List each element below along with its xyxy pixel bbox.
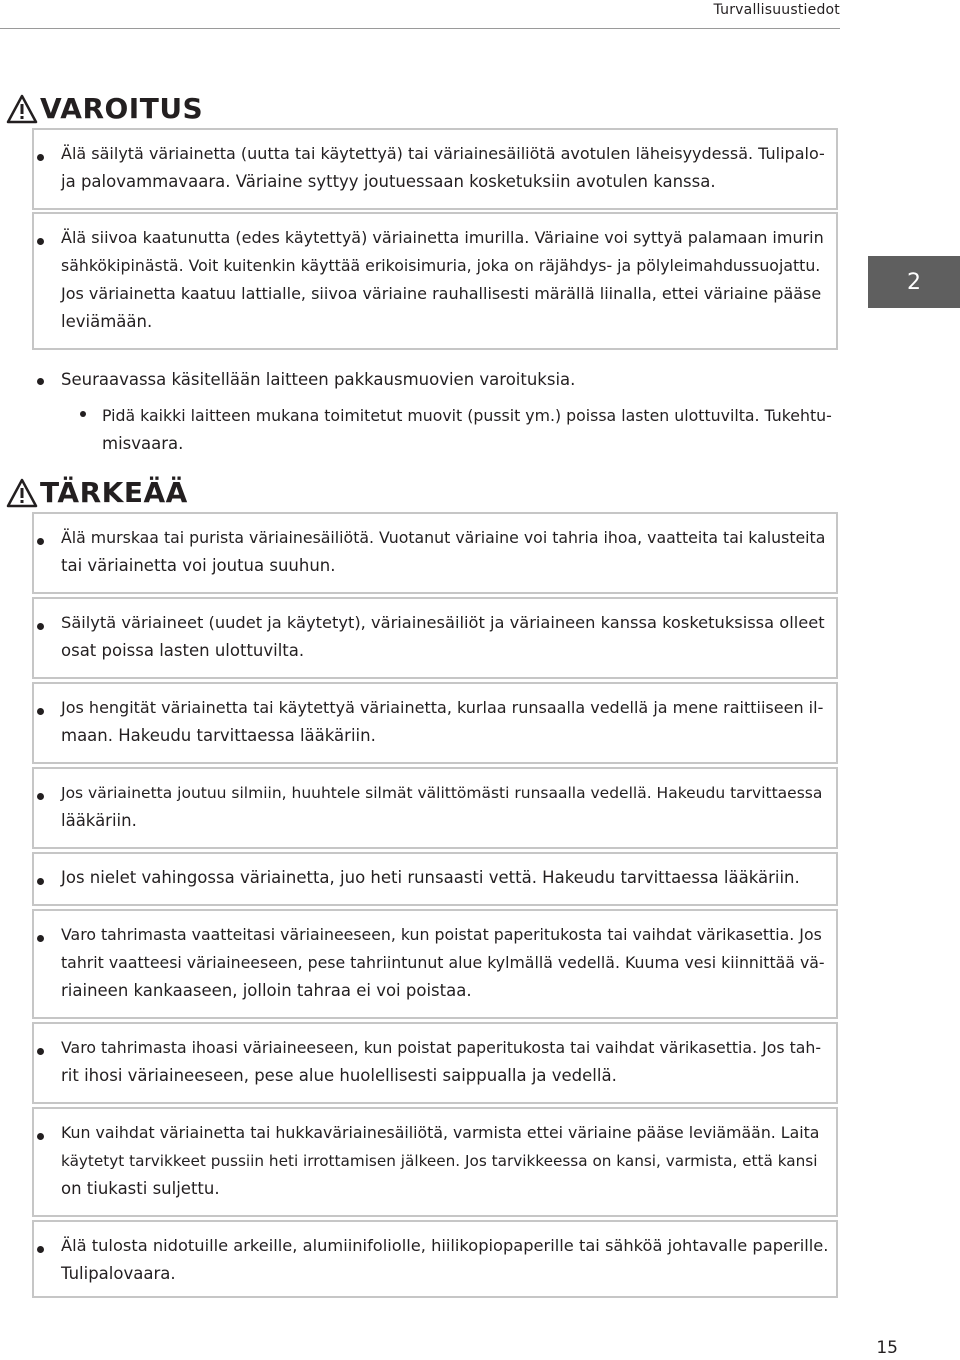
important-box — [32, 852, 838, 906]
bullet — [37, 1246, 44, 1253]
important-box — [32, 1107, 838, 1217]
important-box — [32, 512, 838, 594]
important-box — [32, 682, 838, 764]
important-item-2-line-1: Säilytä väriaineet (uudet ja käytetyt), väriainesäiliöt ja väriaineen kanssa kosketuksissa olleet — [61, 613, 825, 632]
important-item-8-line-3: on tiukasti suljettu. — [61, 1179, 220, 1198]
bullet — [37, 538, 44, 545]
important-item-9-line-1: Älä tulosta nidotuille arkeille, alumiinifoliolle, hiilikopiopaperille tai sähköä johtavalle paperille. — [61, 1236, 829, 1255]
important-item-1-line-2: tai väriainetta voi joutua suuhun. — [61, 556, 336, 575]
important-box — [32, 1022, 838, 1104]
bullet — [37, 708, 44, 715]
bullet — [37, 935, 44, 942]
warning-heading-text: VAROITUS — [40, 92, 204, 125]
important-box — [32, 1220, 838, 1298]
page-header-title: Turvallisuustiedot — [713, 2, 840, 18]
page-number: 15 — [876, 1338, 898, 1358]
important-item-4-line-2: lääkäriin. — [61, 811, 137, 830]
important-item-2-line-2: osat poissa lasten ulottuvilta. — [61, 641, 305, 660]
important-item-8-line-1: Kun vaihdat väriainetta tai hukkaväriainesäiliötä, varmista ettei väriaine pääse leviämään. Laita — [61, 1123, 820, 1142]
intro-sub-item-line-2: misvaara. — [102, 434, 184, 453]
important-heading-text: TÄRKEÄÄ — [40, 476, 188, 509]
warning-box — [32, 212, 838, 350]
important-item-7-line-1: Varo tahrimasta ihoasi väriaineeseen, kun poistat paperitukosta tai vaihdat värikasettia. Jos tah- — [61, 1038, 822, 1057]
important-item-3-line-1: Jos hengität väriainetta tai käytettyä väriainetta, kurlaa runsaalla vedellä ja mene raittiiseen il- — [61, 698, 824, 717]
warning-item-2-line-4: leviämään. — [61, 312, 153, 331]
sub-bullet — [80, 411, 86, 417]
intro-text: Seuraavassa käsitellään laitteen pakkausmuovien varoituksia. — [61, 370, 576, 389]
warning-triangle-icon — [6, 478, 38, 508]
chapter-tab: 2 — [868, 256, 960, 308]
warning-heading — [6, 92, 203, 125]
important-box — [32, 597, 838, 679]
important-item-3-line-2: maan. Hakeudu tarvittaessa lääkäriin. — [61, 726, 376, 745]
warning-item-2-line-2: sähkökipinästä. Voit kuitenkin käyttää erikoisimuria, joka on räjähdys- ja pölyleimahdussuojattu. — [61, 256, 821, 275]
important-heading — [6, 476, 188, 509]
warning-box — [32, 128, 838, 210]
warning-item-1-line-1: Älä säilytä väriainetta (uutta tai käytettyä) tai väriainesäiliötä avotulen läheisyydessä. Tulipalo- — [61, 144, 825, 163]
bullet — [37, 238, 44, 245]
important-item-5-line-1: Jos nielet vahingossa väriainetta, juo heti runsaasti vettä. Hakeudu tarvittaessa lääkäriin. — [61, 868, 800, 887]
warning-triangle-icon — [6, 94, 38, 124]
important-item-9-line-2: Tulipalovaara. — [61, 1264, 176, 1283]
important-item-6-line-3: riaineen kankaaseen, jolloin tahraa ei voi poistaa. — [61, 981, 472, 1000]
bullet — [37, 1048, 44, 1055]
important-item-1-line-1: Älä murskaa tai purista väriainesäiliötä. Vuotanut väriaine voi tahria ihoa, vaatteita tai kalusteita — [61, 528, 826, 547]
intro-sub-item-line-1: Pidä kaikki laitteen mukana toimitetut muovit (pussit ym.) poissa lasten ulottuvilta. Tukehtu- — [102, 406, 832, 425]
important-item-4-line-1: Jos väriainetta joutuu silmiin, huuhtele silmät välittömästi runsaalla vedellä. Hakeudu tarvittaessa — [61, 784, 823, 802]
bullet — [37, 793, 44, 800]
bullet — [37, 1133, 44, 1140]
warning-item-2-line-1: Älä siivoa kaatunutta (edes käytettyä) väriainetta imurilla. Väriaine voi syttyä palamaan imurin — [61, 228, 824, 247]
important-item-8-line-2: käytetyt tarvikkeet pussiin heti irrottamisen jälkeen. Jos tarvikkeessa on kansi, varmista, että kansi — [61, 1152, 818, 1170]
important-item-6-line-1: Varo tahrimasta vaatteitasi väriaineeseen, kun poistat paperitukosta tai vaihdat värikasettia. Jos — [61, 925, 822, 944]
important-item-6-line-2: tahrit vaatteesi väriaineeseen, pese tahriintunut alue kylmällä vedellä. Kuuma vesi kiinnittää vä- — [61, 953, 825, 972]
important-box — [32, 909, 838, 1019]
bullet — [37, 623, 44, 630]
bullet — [37, 378, 44, 385]
warning-item-2-line-3: Jos väriainetta kaatuu lattialle, siivoa väriaine rauhallisesti märällä liinalla, ettei väriaine pääse — [61, 284, 822, 303]
bullet — [37, 154, 44, 161]
important-box — [32, 767, 838, 849]
header-rule — [0, 28, 840, 29]
bullet — [37, 878, 44, 885]
warning-item-1-line-2: ja palovammavaara. Väriaine syttyy joutuessaan kosketuksiin avotulen kanssa. — [61, 172, 716, 191]
important-item-7-line-2: rit ihosi väriaineeseen, pese alue huolellisesti saippualla ja vedellä. — [61, 1066, 617, 1085]
